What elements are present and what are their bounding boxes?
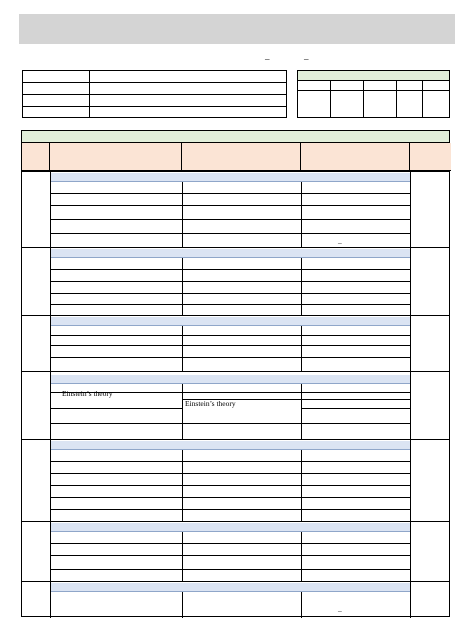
section-divider xyxy=(22,371,449,372)
section-divider xyxy=(22,581,449,582)
main-table-title-row xyxy=(22,131,449,143)
info-table xyxy=(22,70,287,118)
row-line xyxy=(301,408,410,409)
column-divider xyxy=(410,521,411,581)
section-band xyxy=(51,583,410,592)
summary-row-divider xyxy=(298,90,449,91)
section-band xyxy=(51,441,410,450)
header-cell xyxy=(410,143,451,171)
row-line xyxy=(50,293,410,294)
column-divider xyxy=(301,592,302,618)
section-divider xyxy=(22,247,449,248)
row-line xyxy=(50,543,410,544)
section-band xyxy=(51,249,410,258)
section-band xyxy=(51,375,410,384)
header-mark-b: – xyxy=(304,54,309,64)
row-line xyxy=(50,555,410,556)
header-cell xyxy=(22,143,50,171)
info-row-divider xyxy=(23,94,286,95)
summary-table xyxy=(297,70,450,118)
column-divider xyxy=(410,439,411,521)
column-divider xyxy=(50,171,51,247)
row-line xyxy=(50,304,410,305)
section-divider xyxy=(22,439,449,440)
section-band xyxy=(51,173,410,182)
row-line xyxy=(50,569,410,570)
header-mark-a: – xyxy=(265,54,270,64)
row-line xyxy=(50,423,410,424)
row-line xyxy=(50,357,410,358)
row-line xyxy=(50,233,410,234)
entry-text: Einstein’s theory xyxy=(185,399,236,408)
row-line xyxy=(50,461,410,462)
entry-text: Einstein’s theory xyxy=(62,389,113,398)
row-line xyxy=(50,269,410,270)
column-divider xyxy=(301,532,302,581)
column-divider xyxy=(182,182,183,247)
section-divider xyxy=(22,521,449,522)
column-divider xyxy=(301,258,302,315)
row-line xyxy=(50,497,410,498)
row-line xyxy=(50,509,410,510)
row-line xyxy=(50,473,410,474)
summary-column-divider xyxy=(396,80,397,117)
header-cell xyxy=(182,143,301,171)
row-line xyxy=(50,205,410,206)
column-divider xyxy=(301,182,302,247)
section-band xyxy=(51,523,410,532)
header-cell xyxy=(50,143,182,171)
info-row-divider xyxy=(23,82,286,83)
column-divider xyxy=(410,315,411,371)
column-divider xyxy=(182,326,183,371)
footnote-mark: – xyxy=(338,238,342,247)
row-line xyxy=(50,281,410,282)
row-line xyxy=(50,335,410,336)
row-line xyxy=(50,345,410,346)
summary-table-header xyxy=(298,71,449,81)
column-divider xyxy=(410,171,411,247)
row-line xyxy=(50,485,410,486)
column-divider xyxy=(301,326,302,371)
row-line xyxy=(50,408,182,409)
column-divider xyxy=(182,592,183,618)
section-divider xyxy=(22,315,449,316)
column-divider xyxy=(410,247,411,315)
row-line xyxy=(50,219,410,220)
section-band xyxy=(51,317,410,326)
main-table xyxy=(21,130,450,617)
summary-column-divider xyxy=(363,80,364,117)
title-bar xyxy=(19,14,455,44)
section-divider xyxy=(22,171,449,172)
column-divider xyxy=(182,258,183,315)
header-cell xyxy=(301,143,410,171)
column-divider xyxy=(182,532,183,581)
info-row-divider xyxy=(23,106,286,107)
column-divider xyxy=(410,371,411,439)
summary-column-divider xyxy=(330,80,331,117)
summary-column-divider xyxy=(422,80,423,117)
footnote-mark: – xyxy=(338,606,342,615)
row-line xyxy=(50,193,410,194)
column-divider xyxy=(410,581,411,618)
